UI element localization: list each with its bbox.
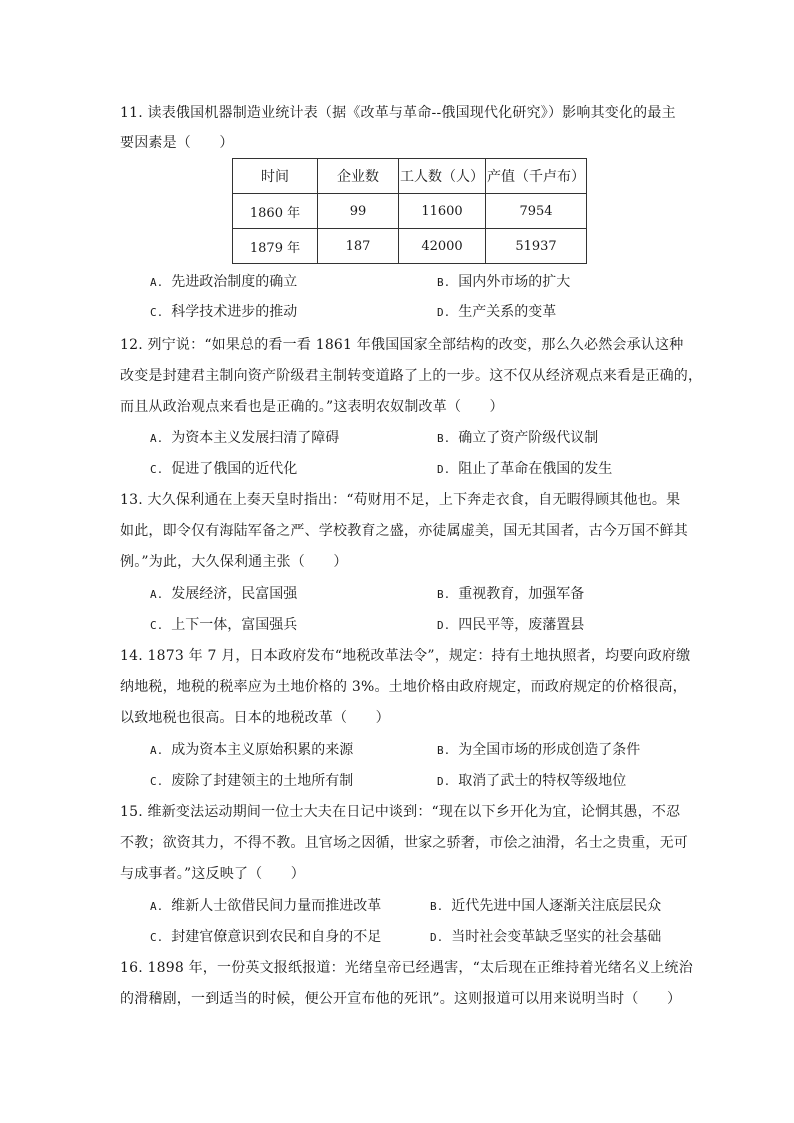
q12-option-a[interactable]: [150, 428, 339, 449]
option-text: 近代先进中国人逐渐关注底层民众: [451, 898, 662, 914]
option-key: C.: [150, 619, 164, 632]
option-key: D.: [437, 775, 451, 788]
option-text: 国内外市场的扩大: [458, 274, 571, 290]
q11-stem-line2: 要因素是（ ）: [120, 135, 234, 151]
q14-stem-line2: 纳地税，地税的税率应为土地价格的 3%。土地价格由政府规定，而政府规定的价格很高，: [120, 679, 687, 695]
option-key: A.: [150, 588, 164, 601]
option-key: C.: [150, 463, 164, 476]
option-text: 生产关系的变革: [458, 304, 557, 320]
q11-option-c[interactable]: [150, 302, 297, 323]
option-text: 当时社会变革缺乏坚实的社会基础: [451, 929, 662, 945]
q14-option-a[interactable]: [150, 740, 353, 761]
q13-stem-line3: 例。”为此，大久保利通主张（ ）: [120, 554, 348, 570]
option-key: D.: [430, 931, 444, 944]
option-key: C.: [150, 775, 164, 788]
q15-option-b[interactable]: [430, 896, 661, 917]
option-text: 为资本主义发展扫清了障碍: [171, 430, 340, 446]
table-cell: 42000: [399, 229, 486, 264]
q12-option-c[interactable]: [150, 459, 297, 480]
q13-option-d[interactable]: [437, 615, 584, 636]
q12-option-d[interactable]: [437, 459, 612, 480]
q16-stem-line2: 的滑稽剧，一到适当的时候，便公开宣布他的死讯”。这则报道可以用来说明当时（ ）: [120, 991, 682, 1007]
q13-option-c[interactable]: [150, 615, 297, 636]
q15-option-a[interactable]: [150, 896, 381, 917]
q15-stem-line2: 不教；欲资其力，不得不教。且官场之因循，世家之骄奢，市侩之油滑，名士之贵重，无可: [120, 835, 688, 851]
option-key: A.: [150, 276, 164, 289]
option-key: C.: [150, 931, 164, 944]
table-cell: 1879 年: [233, 229, 318, 264]
q14-option-c[interactable]: [150, 771, 353, 792]
table-header-cell: 产值（千卢布）: [486, 159, 587, 194]
option-text: 四民平等，废藩置县: [458, 617, 585, 633]
table-row: [233, 194, 587, 229]
q16-stem-line1: 16. 1898 年，一份英文报纸报道：光绪皇帝已经遇害，“太后现在正维持着光绪名义上统治: [120, 960, 693, 976]
q11-statistics-table: [232, 158, 587, 264]
option-key: B.: [437, 276, 451, 289]
table-cell: 11600: [399, 194, 486, 229]
option-key: B.: [437, 588, 451, 601]
q11-option-d[interactable]: [437, 302, 556, 323]
q15-stem-line3: 与成事者。”这反映了（ ）: [120, 866, 305, 882]
option-key: B.: [437, 432, 451, 445]
q13-option-b[interactable]: [437, 584, 584, 605]
option-key: B.: [437, 744, 451, 757]
option-text: 废除了封建领主的土地所有制: [171, 773, 354, 789]
q15-option-c[interactable]: [150, 927, 381, 948]
q14-stem-line1: 14. 1873 年 7 月，日本政府发布“地税改革法令”，规定：持有土地执照者，均要向政府缴: [120, 648, 691, 664]
q15-option-d[interactable]: [430, 927, 661, 948]
table-cell: 51937: [486, 229, 587, 264]
q15-stem-line1: 15. 维新变法运动期间一位士大夫在日记中谈到：“现在以下乡开化为宜，论惘其愚，不忍: [120, 804, 681, 820]
option-text: 封建官僚意识到农民和自身的不足: [171, 929, 382, 945]
option-key: D.: [437, 306, 451, 319]
option-text: 科学技术进步的推动: [171, 304, 298, 320]
option-key: A.: [150, 744, 164, 757]
q13-stem-line2: 如此，即令仅有海陆军备之严、学校教育之盛，亦徒属虚美，国无其国者，古今万国不鲜其: [120, 523, 688, 539]
q14-option-b[interactable]: [437, 740, 640, 761]
q13-option-a[interactable]: [150, 584, 297, 605]
option-text: 重视教育，加强军备: [458, 586, 585, 602]
q11-stem-line1: 11. 读表俄国机器制造业统计表（据《改革与革命--俄国现代化研究》）影响其变化的最主: [120, 105, 676, 121]
option-key: A.: [150, 432, 164, 445]
q11-option-a[interactable]: [150, 272, 297, 293]
q11-option-b[interactable]: [437, 272, 570, 293]
option-text: 取消了武士的特权等级地位: [458, 773, 627, 789]
table-header-cell: 企业数: [318, 159, 399, 194]
option-key: C.: [150, 306, 164, 319]
table-cell: 1860 年: [233, 194, 318, 229]
option-key: D.: [437, 619, 451, 632]
q12-stem-line3: 而且从政治观点来看也是正确的。”这表明农奴制改革（ ）: [120, 399, 504, 415]
q12-stem-line2: 改变是封建君主制向资产阶级君主制转变道路了上的一步。这不仅从经济观点来看是正确的，: [120, 368, 703, 384]
table-header-cell: 工人数（人）: [399, 159, 486, 194]
option-key: D.: [437, 463, 451, 476]
option-text: 发展经济，民富国强: [171, 586, 298, 602]
table-header-row: [233, 159, 587, 194]
q14-stem-line3: 以致地税也很高。日本的地税改革（ ）: [120, 710, 390, 726]
q12-stem-line1: 12. 列宁说：“如果总的看一看 1861 年俄国国家全部结构的改变，那么久必然会承认这种: [120, 337, 684, 353]
option-text: 成为资本主义原始积累的来源: [171, 742, 354, 758]
option-text: 为全国市场的形成创造了条件: [458, 742, 641, 758]
table-row: [233, 229, 587, 264]
table-cell: 7954: [486, 194, 587, 229]
option-text: 促进了俄国的近代化: [171, 461, 298, 477]
q12-option-b[interactable]: [437, 428, 598, 449]
table-cell: 187: [318, 229, 399, 264]
table-cell: 99: [318, 194, 399, 229]
q13-stem-line1: 13. 大久保利通在上奏天皇时指出：“苟财用不足，上下奔走衣食，自无暇得顾其他也。果: [120, 492, 681, 508]
table-header-cell: 时间: [233, 159, 318, 194]
option-text: 先进政治制度的确立: [171, 274, 298, 290]
option-text: 维新人士欲借民间力量而推进改革: [171, 898, 382, 914]
q14-option-d[interactable]: [437, 771, 626, 792]
option-key: B.: [430, 900, 444, 913]
option-key: A.: [150, 900, 164, 913]
option-text: 上下一体，富国强兵: [171, 617, 298, 633]
option-text: 确立了资产阶级代议制: [458, 430, 599, 446]
option-text: 阻止了革命在俄国的发生: [458, 461, 613, 477]
